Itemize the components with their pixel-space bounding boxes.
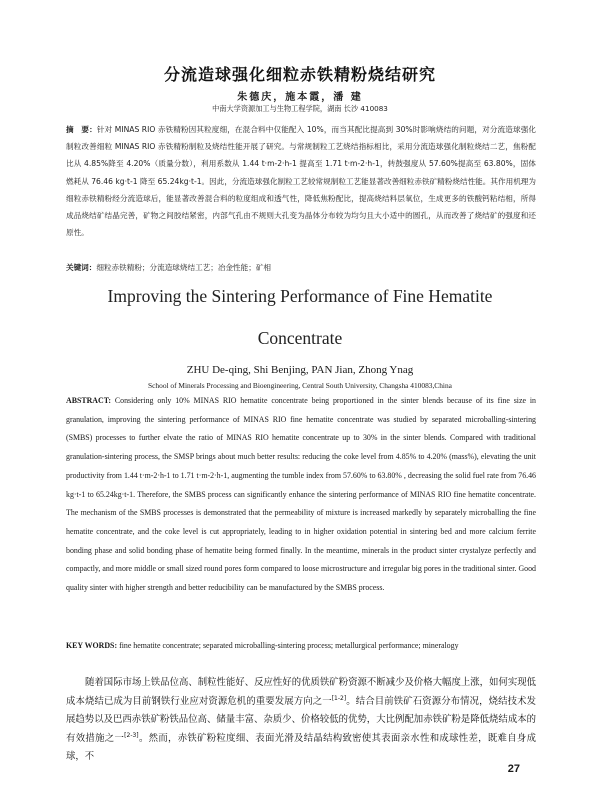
english-keywords-text: fine hematite concentrate; separated microballing-sintering process; metallurgical performance; mineralogy (119, 641, 459, 650)
english-abstract-label: ABSTRACT: (66, 396, 112, 405)
body-text-part2: 。结合目前铁矿石资源分布情况，烧结技术发展趋势以及巴西赤铁矿粉铁品位高、储量丰富、杂质少、价格较低的优势，大比例配加赤铁矿粉是降低烧结成本的有效措施之一 (66, 695, 536, 744)
chinese-authors: 朱德庆，施本霞，潘 建 (237, 92, 363, 103)
chinese-title: 分流造球强化细粒赤铁精粉烧结研究 (163, 65, 436, 84)
chinese-keywords-label: 关键词： (66, 263, 97, 272)
english-keywords (66, 637, 536, 655)
chinese-abstract-text: 针对 MINAS RIO 赤铁精粉因其粒度细，在混合料中仅能配入 10%，而当其配比提高到 30%时影响烧结的问题，对分流造球强化制粒改善细粒 MINAS RIO 赤铁精粉制粒及烧结性能开展了研究。与常规制粒工艺烧结指标相比，采用分流造球强化制粒烧结二艺，焦粉配比从 4.85%降至 4.20%（质量分数），利用系数从 1.44 t·m-2·h-1 提高至 1.71 t·m-2·h-1，转鼓强度从 57.60%提高至 63.80%，固体燃耗从 76.46 kg·t-1 降至 65.24kg·t-1。因此，分流造球强化制粒工艺较常规制粒工艺能显著改善细粒赤铁矿精粉烧结性能。其作用机理为细粒赤铁精粉经分流造球后，能显著改善混合料的粒度组成和透气性，降低焦粉配比，提高烧结料层氧位，生成更多的铁酸钙粘结相，所得成品烧结矿结晶完善，矿物之间胶结紧密，内部气孔由不规则大孔变为晶体分布较为均匀且大小适中的圆孔，从而改善了烧结矿的强度和还原性。 (66, 125, 536, 238)
english-keywords-label: KEY WORDS: (66, 641, 118, 650)
body-text-part1: 随着国际市场上铁品位高、制粒性能好、反应性好的优质铁矿粉资源不断减少及价格大幅度上涨，如何实现低成本烧结已成为目前钢铁行业应对资源危机的重要发展方向之一 (66, 677, 536, 707)
chinese-abstract (66, 121, 536, 241)
english-affiliation: School of Minerals Processing and Bioengineering, Central South University, Changsha 410083,China (148, 381, 452, 390)
english-title-line1: Improving the Sintering Performance of Fine Hematite (107, 286, 493, 306)
english-title-line2: Concentrate (257, 328, 343, 348)
chinese-keywords (66, 262, 536, 273)
page-number: 27 (507, 763, 520, 775)
body-paragraph (66, 674, 536, 767)
chinese-keywords-text: 细粒赤铁精粉；分流造球烧结工艺；冶金性能；矿相 (96, 263, 272, 272)
chinese-affiliation: 中南大学资源加工与生物工程学院，湖南 长沙 410083 (212, 104, 388, 113)
chinese-abstract-label: 摘 要： (66, 125, 97, 134)
english-abstract (66, 392, 536, 598)
citation-ref: [1-2] (331, 694, 347, 702)
english-authors: ZHU De-qing, Shi Benjing, PAN Jian, Zhong Ynag (186, 364, 414, 376)
citation-ref: [2-3] (124, 731, 139, 739)
body-text-part3: 。然而，赤铁矿粉粒度细、表面光滑及结晶结构致密使其表面亲水性和成球性差，既难自身成球，不 (66, 732, 536, 763)
english-abstract-text: Considering only 10% MINAS RIO hematite concentrate being proportioned in the sinter blends because of its fine size in granulation, improving the sintering performance of MINAS RIO fine hematite concentrate was studied by separated microballing-sintering (SMBS) processes to further elvate the ratio of MINAS RIO hematite concentrate up to 30% in the sinter blends. Compared with traditional granulation-sintering process, the SMSP brings about much better results: reducing the coke level from 4.85% to 4.20% (mass%), elevating the unit productivity from 1.44 t·m-2·h-1 to 1.71 t·m-2·h-1, augmenting the tumble index from 57.60% to 63.80% , decreasing the solid fuel rate from 76.46 kg·t-1 to 65.24kg·t-1. Therefore, the SMBS process can significantly enhance the sintering performance of MINAS RIO fine hematite concentrate. The mechanism of the SMBS processes is demonstrated that the permeability of mixture is increased markedly by separately microballing the fine hematite concentrate, and the coke level is cut appropriately, leading to in higher oxidation potential in sintering bed and more calcium ferrite bonding phase and solid bonding phase of hematite being formed finally. In the meantime, minerals in the product sinter crystalyze perfectly and compactly, and more middle or small sized round pores form compared to loose microstructure and irregular big pores in the traditional sinter. Good quality sinter with higher strength and better reducibility can be manufactured by the SMBS process. (66, 396, 536, 593)
